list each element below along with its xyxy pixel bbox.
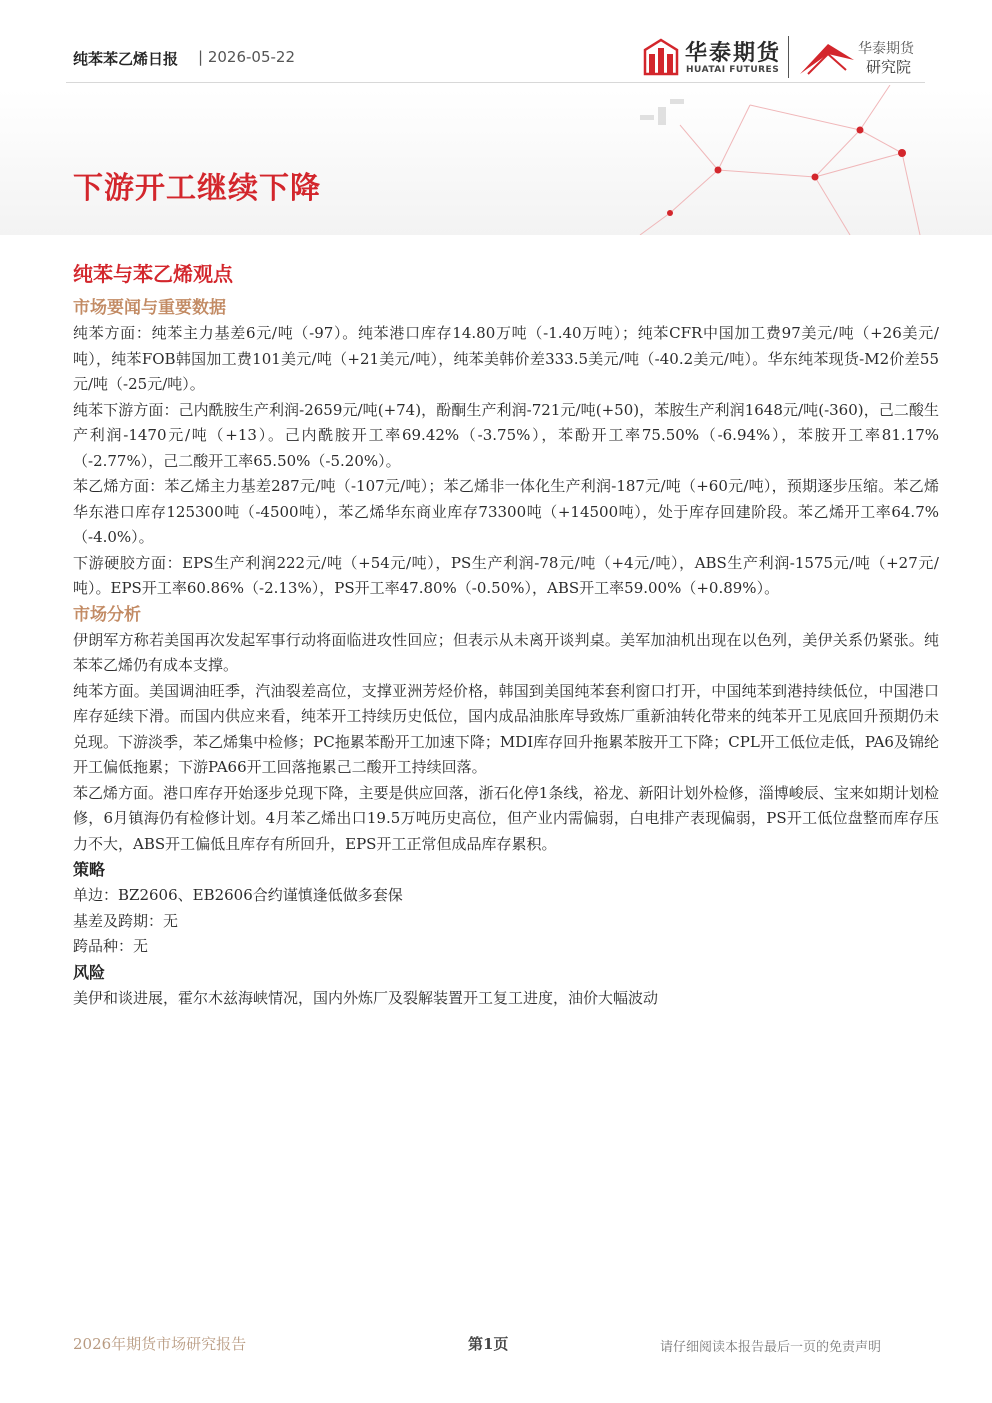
report-name: 纯苯苯乙烯日报 xyxy=(73,50,179,68)
risk-heading: 风险 xyxy=(73,962,106,982)
page-title: 下游开工继续下降 xyxy=(73,171,321,206)
strategy-heading: 策略 xyxy=(73,860,106,879)
news-paragraph: 纯苯方面：纯苯主力基差6元/吨（-97）。纯苯港口库存14.80万吨（-1.40万吨）；纯苯CFR中国加工费97美元/吨（+26美元/吨），纯苯FOB韩国加工费101美元/吨（+21美元/吨），纯苯美韩价差333.5美元/吨（-40.2美元/吨）。华东纯苯现货-M2价差55元/吨（-25元/吨）。 xyxy=(73,324,939,393)
brand-name-en: HUATAI FUTURES xyxy=(686,65,780,75)
brand-name-cn: 华泰期货 xyxy=(685,41,782,66)
logo-divider xyxy=(788,36,789,78)
analysis-heading: 市场分析 xyxy=(73,604,141,625)
huatai-logo-icon xyxy=(643,38,679,76)
news-paragraph: 下游硬胶方面：EPS生产利润222元/吨（+54元/吨），PS生产利润-78元/吨（+4元/吨），ABS生产利润-1575元/吨（+27元/吨）。EPS开工率60.86%（-2.13%），PS开工率47.80%（-0.50%），ABS开工率59.00%（+0.89%）。 xyxy=(73,553,939,597)
research-institute-logo-icon xyxy=(798,40,856,76)
strategy-line: 跨品种：无 xyxy=(73,937,149,955)
risk-text: 美伊和谈进展，霍尔木兹海峡情况，国内外炼厂及裂解装置开工复工进度，油价大幅波动 xyxy=(73,988,659,1007)
research-name-line2: 研究院 xyxy=(866,58,912,76)
disclaimer-note: 请仔细阅读本报告最后一页的免责声明 xyxy=(660,1340,882,1355)
analysis-paragraph: 伊朗军方称若美国再次发起军事行动将面临进攻性回应；但表示从未离开谈判桌。美军加油机出现在以色列，美伊关系仍紧张。纯苯苯乙烯仍有成本支撑。 xyxy=(73,630,939,674)
page-header xyxy=(0,0,992,235)
research-name-line1: 华泰期货 xyxy=(858,41,914,57)
page-number: 第1页 xyxy=(468,1335,509,1353)
section-title: 纯苯与苯乙烯观点 xyxy=(73,262,233,286)
report-body xyxy=(73,258,939,1011)
analysis-paragraph: 纯苯方面。美国调油旺季，汽油裂差高位，支撑亚洲芳烃价格，韩国到美国纯苯套利窗口打开，中国纯苯到港持续低位，中国港口库存延续下滑。而国内供应来看，纯苯开工持续历史低位，国内成品油胀库导致炼厂重新油转化带来的纯苯开工见底回升预期仍未兑现。下游淡季，苯乙烯集中检修；PC拖累苯酚开工加速下降；MDI库存回升拖累苯胺开工下降；CPL开工低位走低，PA6及锦纶开工偏低拖累；下游PA66开工回落拖累己二酸开工持续回落。 xyxy=(73,681,939,776)
analysis-paragraph: 苯乙烯方面。港口库存开始逐步兑现下降，主要是供应回落，浙石化停1条线，裕龙、新阳计划外检修，淄博峻辰、宝来如期计划检修，6月镇海仍有检修计划。4月苯乙烯出口19.5万吨历史高位，但产业内需偏弱，白电排产表现偏弱，PS开工低位盘整而库存压力不大，ABS开工偏低且库存有所回升，EPS开工正常但成品库存累积。 xyxy=(73,783,939,853)
news-heading: 市场要闻与重要数据 xyxy=(73,298,226,318)
strategy-line: 基差及跨期：无 xyxy=(73,911,179,930)
network-decoration-icon xyxy=(620,85,930,235)
news-paragraph: 纯苯下游方面：己内酰胺生产利润-2659元/吨(+74)，酚酮生产利润-721元/吨(+50)，苯胺生产利润1648元/吨(-360)，己二酸生产利润-1470元/吨（+13）。己内酰胺开工率69.42%（-3.75%），苯酚开工率75.50%（-6.94%），苯胺开工率81.17%（-2.77%），己二酸开工率65.50%（-5.20%）。 xyxy=(73,400,939,470)
strategy-line: 单边：BZ2606、EB2606合约谨慎逢低做多套保 xyxy=(73,886,403,904)
news-paragraph: 苯乙烯方面：苯乙烯主力基差287元/吨（-107元/吨）；苯乙烯非一体化生产利润-187元/吨（+60元/吨），预期逐步压缩。苯乙烯华东港口库存125300吨（-4500吨），苯乙烯华东商业库存73300吨（+14500吨），处于库存回建阶段。苯乙烯开工率64.7%（-4.0%）。 xyxy=(73,477,939,546)
footer-report-name: 2026年期货市场研究报告 xyxy=(73,1335,247,1353)
report-date: | 2026-05-22 xyxy=(198,48,295,66)
header-divider xyxy=(66,82,925,83)
